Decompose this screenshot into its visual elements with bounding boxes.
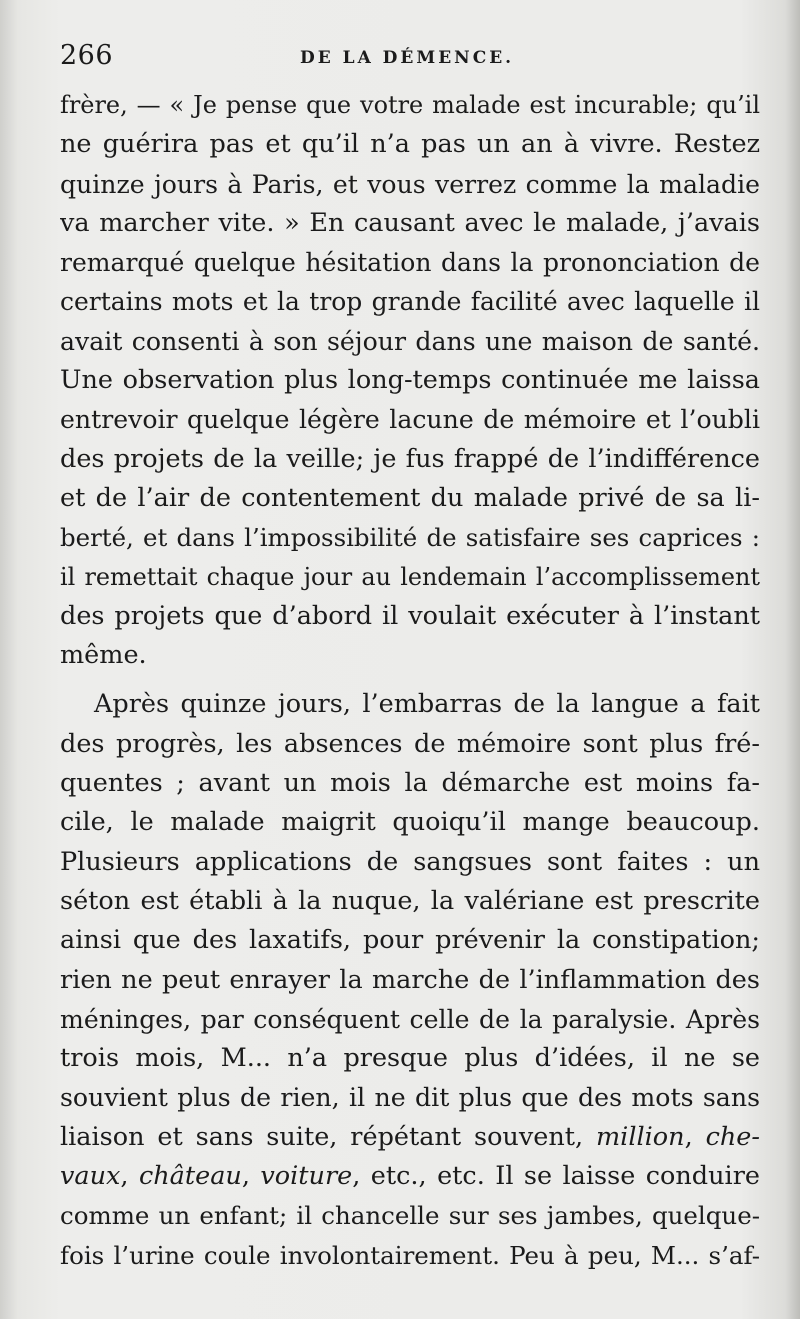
paragraph-gap — [60, 675, 760, 685]
text-line: remarqué quelque hésitation dans la prononciation de — [60, 248, 760, 278]
text-line: quinze jours à Paris, et vous verrez comme la maladie — [60, 169, 760, 199]
italic-word: million — [596, 1121, 685, 1152]
text-line: frère, — « Je pense que votre malade est incurable; qu’il — [60, 91, 760, 119]
text-run: liaison et sans suite, répétant souvent, — [60, 1121, 596, 1152]
italic-word: vaux — [60, 1161, 121, 1192]
text-line: certains mots et la trop grande facilité avec laquelle il — [60, 287, 760, 317]
text-line: souvient plus de rien, il ne dit plus que des mots sans — [60, 1083, 760, 1113]
text-line: cile, le malade maigrit quoiqu’il mange beaucoup. — [60, 807, 760, 838]
text-line: et de l’air de contentement du malade privé de sa li- — [60, 482, 760, 513]
running-head: DE LA DÉMENCE. — [300, 48, 515, 68]
text-run: , — [241, 1161, 261, 1192]
text-line — [60, 1118, 760, 1157]
text-line: trois mois, M... n’a presque plus d’idées, il ne se — [60, 1043, 760, 1074]
text-line: ainsi que des laxatifs, pour prévenir la constipation; — [60, 925, 760, 956]
text-line: même. — [60, 640, 147, 671]
text-line: Une observation plus long-temps continuée me laissa — [60, 365, 760, 396]
text-line: entrevoir quelque légère lacune de mémoire et l’oubli — [60, 405, 760, 435]
page-number: 266 — [60, 40, 114, 71]
body-text — [60, 86, 760, 1275]
text-line: fois l’urine coule involontairement. Peu à peu, M... s’af- — [60, 1240, 760, 1270]
text-line: comme un enfant; il chancelle sur ses jambes, quelque- — [60, 1201, 760, 1231]
paragraph-1 — [60, 86, 760, 675]
text-line: méninges, par conséquent celle de la paralysie. Après — [60, 1004, 760, 1034]
text-line: va marcher vite. » En causant avec le malade, j’avais — [60, 207, 760, 238]
text-line: des projets que d’abord il voulait exécuter à l’instant — [60, 600, 760, 631]
text-line: ne guérira pas et qu’il n’a pas un an à vivre. Restez — [60, 129, 760, 160]
text-line: séton est établi à la nuque, la valériane est prescrite — [60, 885, 760, 916]
paragraph-2 — [60, 685, 760, 1274]
text-line: des projets de la veille; je fus frappé de l’indifférence — [60, 443, 760, 474]
italic-word: château — [138, 1161, 242, 1192]
text-line: des progrès, les absences de mémoire sont plus fré- — [60, 728, 760, 759]
text-line: Après quinze jours, l’embarras de la langue a fait — [94, 689, 760, 720]
text-line: berté, et dans l’impossibilité de satisfaire ses caprices : — [60, 523, 760, 553]
text-run: , — [684, 1121, 706, 1152]
text-line: quentes ; avant un mois la démarche est moins fa- — [60, 768, 760, 799]
text-line — [60, 1157, 760, 1196]
italic-word: che- — [705, 1121, 760, 1152]
text-line: avait consenti à son séjour dans une maison de santé. — [60, 326, 760, 356]
text-line: Plusieurs applications de sangsues sont faites : un — [60, 846, 760, 877]
text-line: rien ne peut enrayer la marche de l’inflammation des — [60, 964, 760, 995]
text-run: , etc., etc. Il se laisse conduire — [352, 1161, 760, 1192]
page-header — [60, 40, 760, 76]
text-run: , — [120, 1161, 139, 1192]
italic-word: voiture — [260, 1161, 353, 1192]
text-line: il remettait chaque jour au lendemain l’accomplissement — [60, 562, 760, 591]
